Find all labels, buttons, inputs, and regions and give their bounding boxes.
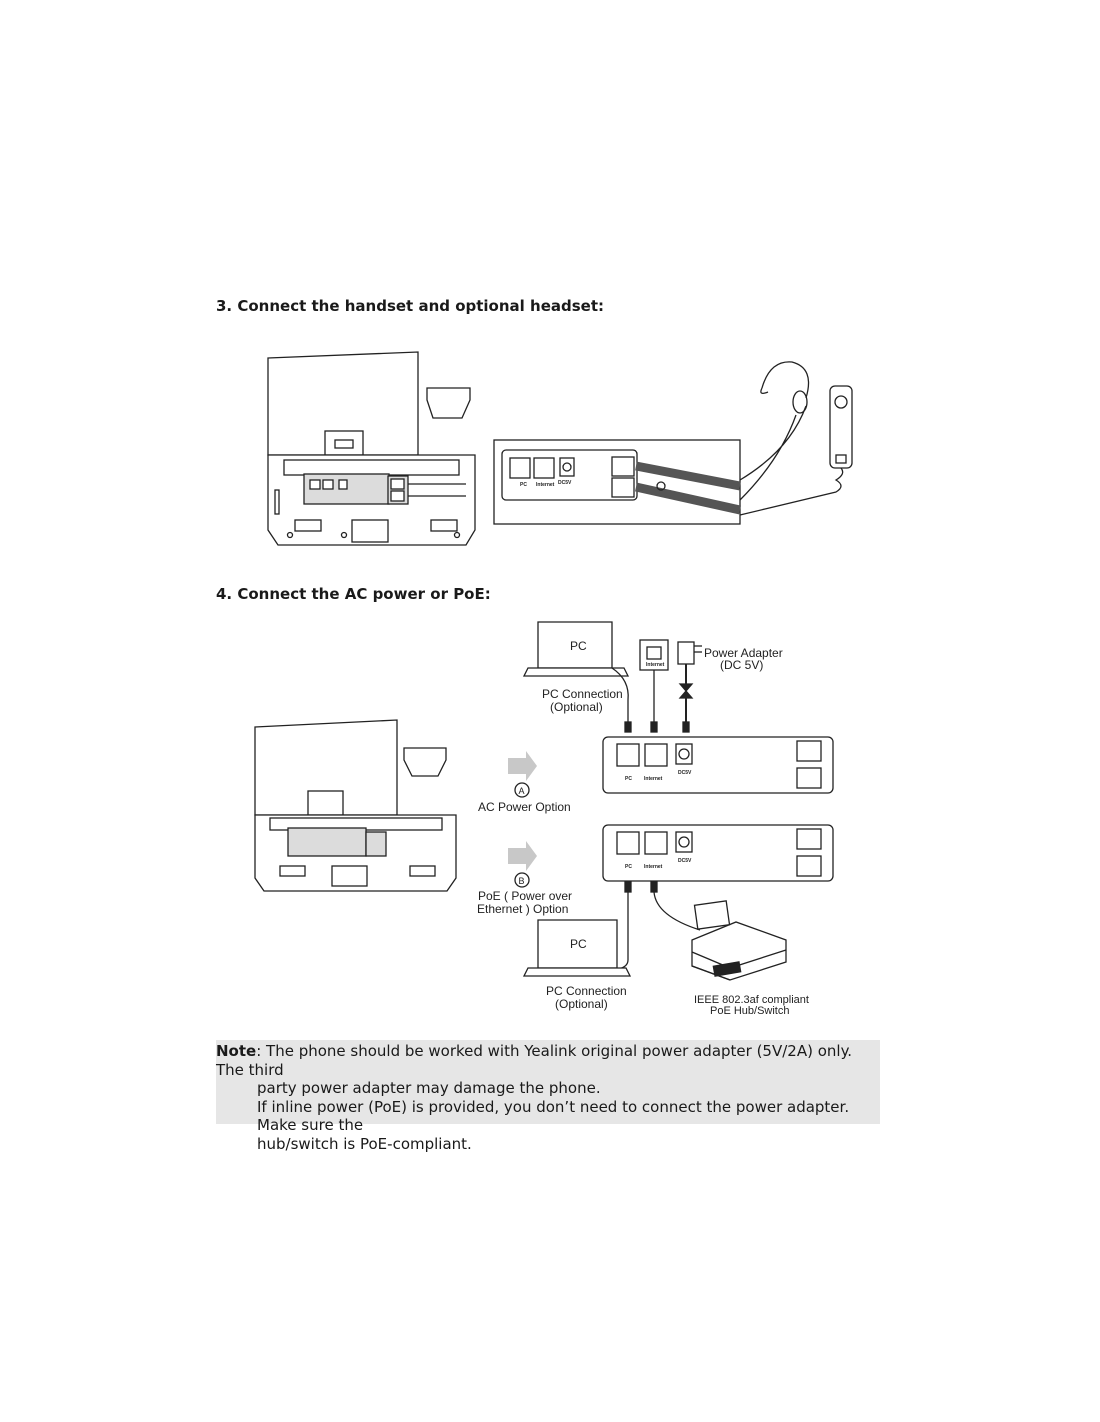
poe-switch-illustration bbox=[692, 901, 786, 980]
note-line-3: If inline power (PoE) is provided, you don’t need to connect the power adapter. Make sure the bbox=[257, 1097, 850, 1134]
power-adapter-illustration bbox=[678, 642, 702, 724]
panel-a-internet-label: Internet bbox=[644, 776, 663, 782]
pc-bottom-label: PC bbox=[570, 937, 587, 951]
pc-top-caption-1: PC Connection bbox=[542, 687, 623, 701]
option-b-label-1: PoE ( Power over bbox=[478, 889, 573, 903]
panel-a-pc-label: PC bbox=[625, 776, 632, 782]
note-label: Note bbox=[216, 1042, 257, 1060]
panel-b-dc-label: DC5V bbox=[678, 858, 692, 864]
note-box bbox=[216, 1040, 880, 1153]
arrow-b-icon bbox=[508, 841, 537, 871]
pc-top-label: PC bbox=[570, 639, 587, 653]
option-a-label: AC Power Option bbox=[478, 800, 571, 814]
panel-b-internet-label: Internet bbox=[644, 864, 663, 870]
arrow-a-icon bbox=[508, 751, 537, 781]
section-3-heading: 3. Connect the handset and optional headset: bbox=[216, 297, 605, 315]
note-line-1 bbox=[216, 1042, 880, 1079]
jack-internet-label: Internet bbox=[646, 662, 665, 668]
option-b-label-2: Ethernet ) Option bbox=[477, 902, 569, 916]
zoom-pc-label: PC bbox=[520, 482, 527, 488]
zoom-internet-label: Internet bbox=[536, 482, 555, 488]
phone-back-illustration-2 bbox=[255, 720, 456, 891]
zoom-dc-label: DC5V bbox=[558, 480, 572, 486]
pc-top-caption-2: (Optional) bbox=[550, 700, 603, 714]
note-line-2: party power adapter may damage the phone. bbox=[257, 1079, 601, 1097]
panel-a-dc-label: DC5V bbox=[678, 770, 692, 776]
pc-bottom-caption-1: PC Connection bbox=[546, 984, 627, 998]
section-4-heading: 4. Connect the AC power or PoE: bbox=[216, 585, 491, 603]
pc-bottom-caption-2: (Optional) bbox=[555, 997, 608, 1011]
power-adapter-line1: Power Adapter bbox=[704, 646, 783, 660]
port-panel-a bbox=[603, 737, 833, 793]
panel-b-pc-label: PC bbox=[625, 864, 632, 870]
switch-line1: IEEE 802.3af compliant bbox=[694, 994, 809, 1006]
port-panel-b bbox=[603, 825, 833, 881]
switch-line2: PoE Hub/Switch bbox=[710, 1005, 790, 1017]
note-text-1: : The phone should be worked with Yealink original power adapter (5V/2A) only. The third bbox=[216, 1042, 853, 1079]
option-a-marker: A bbox=[518, 786, 525, 796]
note-line-4: hub/switch is PoE-compliant. bbox=[257, 1134, 472, 1153]
option-b-marker: B bbox=[518, 876, 525, 886]
power-adapter-line2: (DC 5V) bbox=[720, 658, 764, 672]
